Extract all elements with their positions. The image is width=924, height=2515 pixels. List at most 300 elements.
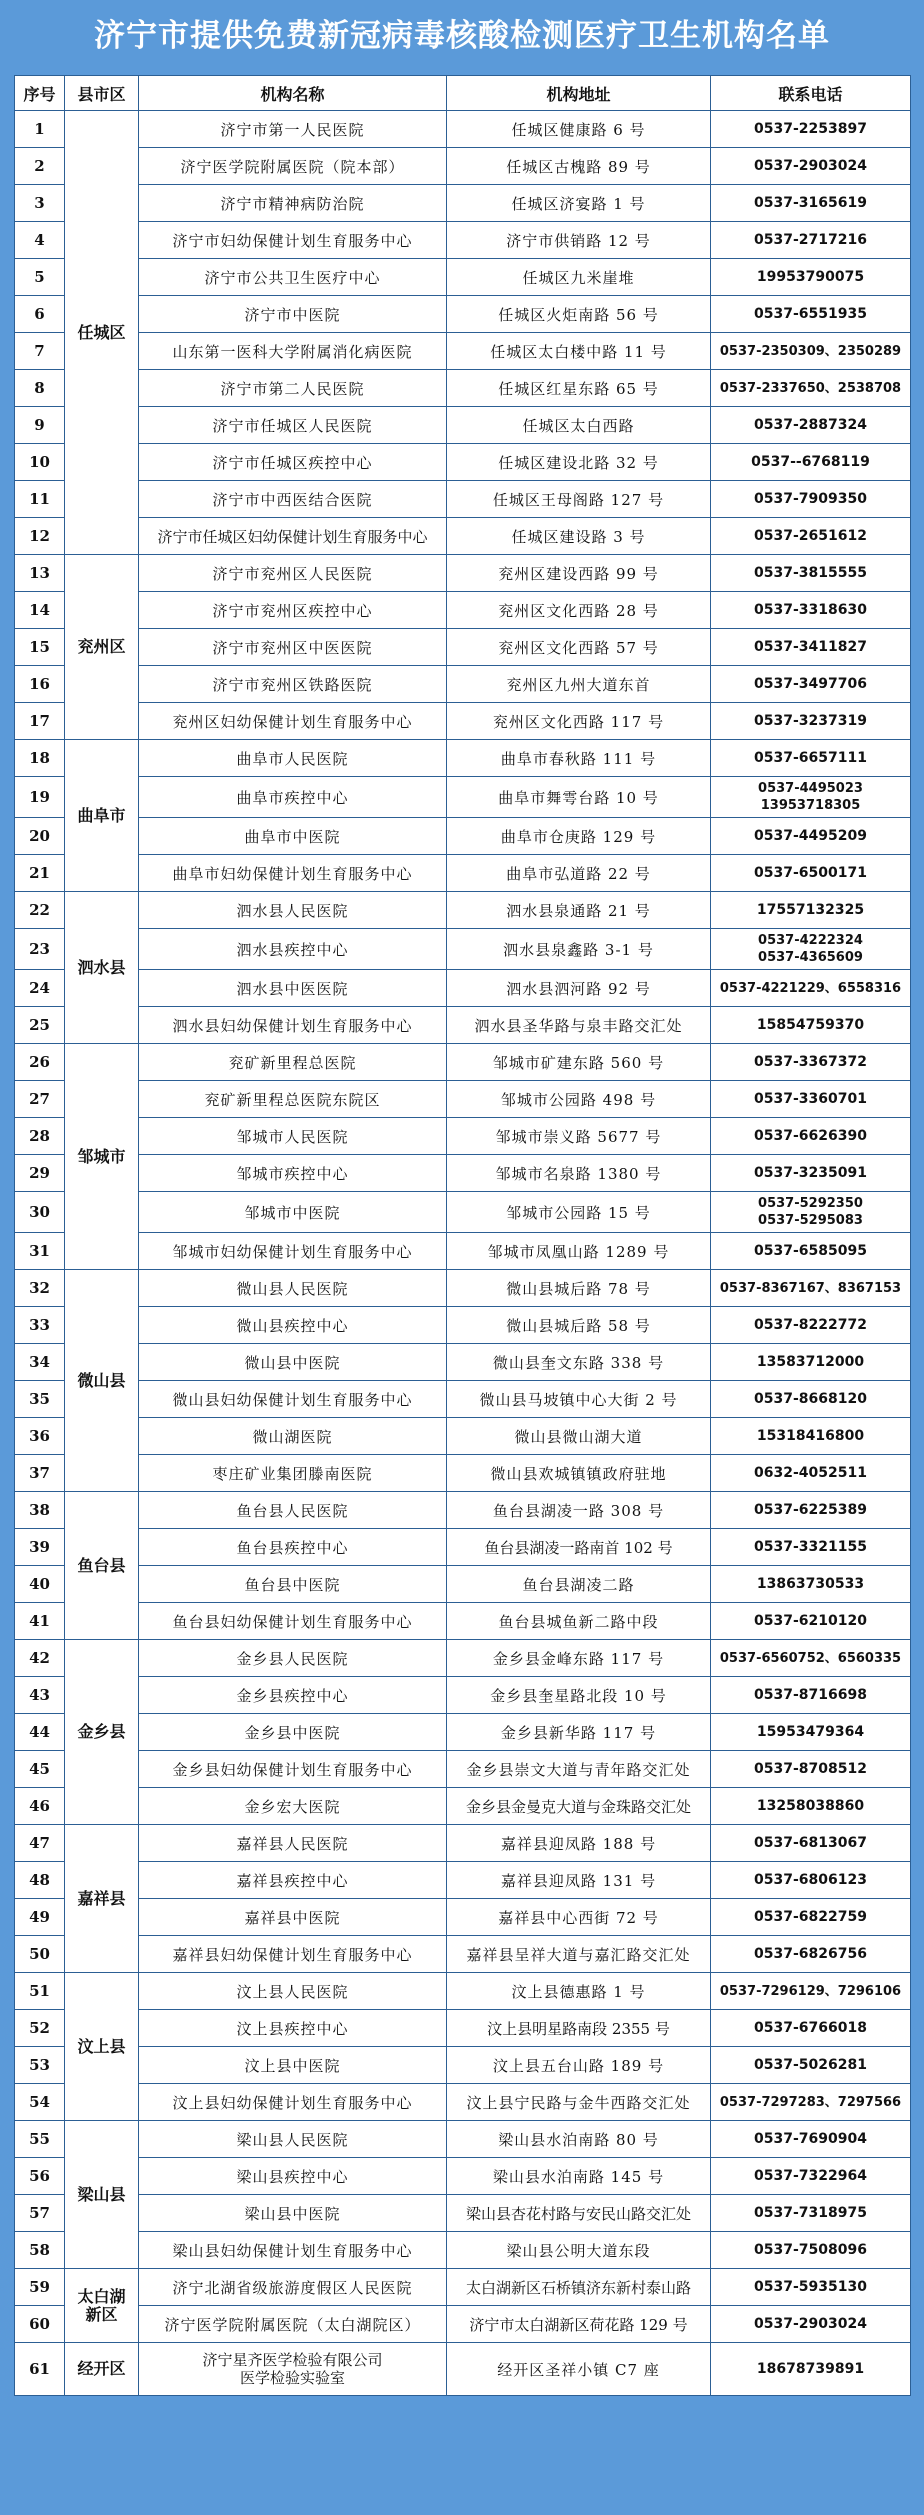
institution-name: 济宁市任城区妇幼保健计划生育服务中心 xyxy=(139,518,447,555)
table-row xyxy=(15,1118,911,1155)
institution-address: 金乡县金曼克大道与金珠路交汇处 xyxy=(447,1788,711,1825)
institution-address: 邹城市崇义路 5677 号 xyxy=(447,1118,711,1155)
row-index: 49 xyxy=(15,1899,65,1936)
institution-address: 微山县城后路 78 号 xyxy=(447,1270,711,1307)
table-row xyxy=(15,1344,911,1381)
institution-phone: 15854759370 xyxy=(711,1007,911,1044)
institution-phone: 0537-6657111 xyxy=(711,740,911,777)
table-row xyxy=(15,1677,911,1714)
institution-name: 金乡宏大医院 xyxy=(139,1788,447,1825)
table-row xyxy=(15,1788,911,1825)
institution-address: 曲阜市仓庚路 129 号 xyxy=(447,818,711,855)
institution-name: 梁山县疾控中心 xyxy=(139,2158,447,2195)
institution-name: 曲阜市疾控中心 xyxy=(139,777,447,818)
institution-phone: 0537-2350309、2350289 xyxy=(711,333,911,370)
row-index: 47 xyxy=(15,1825,65,1862)
table-row xyxy=(15,518,911,555)
institution-address: 泗水县圣华路与泉丰路交汇处 xyxy=(447,1007,711,1044)
county-cell: 泗水县 xyxy=(65,892,139,1044)
table-row xyxy=(15,1751,911,1788)
institution-name: 济宁市任城区疾控中心 xyxy=(139,444,447,481)
table-row xyxy=(15,2269,911,2306)
institution-address: 梁山县水泊南路 80 号 xyxy=(447,2121,711,2158)
institution-phone: 0537-2903024 xyxy=(711,2306,911,2343)
institution-address: 邹城市凤凰山路 1289 号 xyxy=(447,1233,711,1270)
institution-name: 济宁市公共卫生医疗中心 xyxy=(139,259,447,296)
county-cell: 嘉祥县 xyxy=(65,1825,139,1973)
row-index: 15 xyxy=(15,629,65,666)
row-index: 16 xyxy=(15,666,65,703)
institution-address: 微山县马坡镇中心大街 2 号 xyxy=(447,1381,711,1418)
institution-name: 梁山县人民医院 xyxy=(139,2121,447,2158)
row-index: 51 xyxy=(15,1973,65,2010)
row-index: 5 xyxy=(15,259,65,296)
table-row xyxy=(15,1307,911,1344)
institution-name: 汶上县疾控中心 xyxy=(139,2010,447,2047)
institution-address: 微山县城后路 58 号 xyxy=(447,1307,711,1344)
row-index: 19 xyxy=(15,777,65,818)
institution-address: 曲阜市舞雩台路 10 号 xyxy=(447,777,711,818)
row-index: 2 xyxy=(15,148,65,185)
row-index: 57 xyxy=(15,2195,65,2232)
institution-address: 任城区建设北路 32 号 xyxy=(447,444,711,481)
row-index: 6 xyxy=(15,296,65,333)
table-row xyxy=(15,222,911,259)
institution-phone: 0537-3235091 xyxy=(711,1155,911,1192)
county-cell: 任城区 xyxy=(65,111,139,555)
county-cell: 邹城市 xyxy=(65,1044,139,1270)
institution-address: 微山县微山湖大道 xyxy=(447,1418,711,1455)
table-row xyxy=(15,148,911,185)
row-index: 34 xyxy=(15,1344,65,1381)
institution-phone: 0537-4222324 0537-4365609 xyxy=(711,929,911,970)
county-cell: 微山县 xyxy=(65,1270,139,1492)
institution-name: 邹城市疾控中心 xyxy=(139,1155,447,1192)
institution-phone: 0537-6210120 xyxy=(711,1603,911,1640)
institution-phone: 15953479364 xyxy=(711,1714,911,1751)
institution-address: 任城区火炬南路 56 号 xyxy=(447,296,711,333)
institution-phone: 0537-7322964 xyxy=(711,2158,911,2195)
institution-name: 济宁市任城区人民医院 xyxy=(139,407,447,444)
institution-name: 济宁市妇幼保健计划生育服务中心 xyxy=(139,222,447,259)
institution-name: 济宁医学院附属医院（太白湖院区） xyxy=(139,2306,447,2343)
table-row xyxy=(15,1081,911,1118)
institution-name: 济宁市精神病防治院 xyxy=(139,185,447,222)
table-row xyxy=(15,1455,911,1492)
institution-address: 汶上县宁民路与金牛西路交汇处 xyxy=(447,2084,711,2121)
institution-phone: 18678739891 xyxy=(711,2343,911,2396)
institution-phone: 0537-2887324 xyxy=(711,407,911,444)
table-row xyxy=(15,1825,911,1862)
institution-address: 任城区济宴路 1 号 xyxy=(447,185,711,222)
institution-address: 嘉祥县中心西街 72 号 xyxy=(447,1899,711,1936)
institution-address: 邹城市名泉路 1380 号 xyxy=(447,1155,711,1192)
institution-phone: 0537-3411827 xyxy=(711,629,911,666)
county-cell: 汶上县 xyxy=(65,1973,139,2121)
institution-phone: 0537-6560752、6560335 xyxy=(711,1640,911,1677)
institution-phone: 0537-4495209 xyxy=(711,818,911,855)
institution-address: 鱼台县湖凌一路南首 102 号 xyxy=(447,1529,711,1566)
institution-phone: 0537-4495023 13953718305 xyxy=(711,777,911,818)
institution-address: 济宁市供销路 12 号 xyxy=(447,222,711,259)
row-index: 38 xyxy=(15,1492,65,1529)
institution-phone: 0537-2903024 xyxy=(711,148,911,185)
institution-phone: 0537-7690904 xyxy=(711,2121,911,2158)
institution-phone: 0537-3237319 xyxy=(711,703,911,740)
institution-address: 任城区健康路 6 号 xyxy=(447,111,711,148)
table-row xyxy=(15,2195,911,2232)
institution-phone: 0537-8367167、8367153 xyxy=(711,1270,911,1307)
institution-name: 济宁市第二人民医院 xyxy=(139,370,447,407)
row-index: 36 xyxy=(15,1418,65,1455)
table-row xyxy=(15,1044,911,1081)
institution-name: 兖州区妇幼保健计划生育服务中心 xyxy=(139,703,447,740)
institution-name: 微山县人民医院 xyxy=(139,1270,447,1307)
institution-phone: 13863730533 xyxy=(711,1566,911,1603)
institution-name: 兖矿新里程总医院 xyxy=(139,1044,447,1081)
row-index: 30 xyxy=(15,1192,65,1233)
institution-name: 嘉祥县妇幼保健计划生育服务中心 xyxy=(139,1936,447,1973)
institution-name: 梁山县妇幼保健计划生育服务中心 xyxy=(139,2232,447,2269)
institution-phone: 0537-5026281 xyxy=(711,2047,911,2084)
row-index: 41 xyxy=(15,1603,65,1640)
table-row xyxy=(15,2343,911,2396)
row-index: 7 xyxy=(15,333,65,370)
institution-phone: 0537-8708512 xyxy=(711,1751,911,1788)
institution-phone: 15318416800 xyxy=(711,1418,911,1455)
header-county: 县市区 xyxy=(65,76,139,111)
row-index: 9 xyxy=(15,407,65,444)
institution-phone: 0537-6500171 xyxy=(711,855,911,892)
table-row xyxy=(15,1529,911,1566)
row-index: 26 xyxy=(15,1044,65,1081)
row-index: 14 xyxy=(15,592,65,629)
row-index: 23 xyxy=(15,929,65,970)
row-index: 56 xyxy=(15,2158,65,2195)
table-row xyxy=(15,1381,911,1418)
row-index: 59 xyxy=(15,2269,65,2306)
row-index: 17 xyxy=(15,703,65,740)
institution-phone: 0537-3318630 xyxy=(711,592,911,629)
institution-phone: 0537-7508096 xyxy=(711,2232,911,2269)
institution-name: 微山县疾控中心 xyxy=(139,1307,447,1344)
institution-name: 汶上县妇幼保健计划生育服务中心 xyxy=(139,2084,447,2121)
table-row xyxy=(15,703,911,740)
header-address: 机构地址 xyxy=(447,76,711,111)
institution-name: 曲阜市人民医院 xyxy=(139,740,447,777)
institution-name: 鱼台县中医院 xyxy=(139,1566,447,1603)
institution-address: 兖州区文化西路 28 号 xyxy=(447,592,711,629)
institution-name: 嘉祥县人民医院 xyxy=(139,1825,447,1862)
county-cell: 鱼台县 xyxy=(65,1492,139,1640)
institution-phone: 0537-5292350 0537-5295083 xyxy=(711,1192,911,1233)
institution-address: 任城区红星东路 65 号 xyxy=(447,370,711,407)
table-header-row xyxy=(15,76,911,111)
institution-address: 任城区九米崖堆 xyxy=(447,259,711,296)
institution-name: 济宁市兖州区中医医院 xyxy=(139,629,447,666)
table-row xyxy=(15,855,911,892)
institution-address: 金乡县金峰东路 117 号 xyxy=(447,1640,711,1677)
institution-phone: 0537-7318975 xyxy=(711,2195,911,2232)
institution-phone: 0537-6826756 xyxy=(711,1936,911,1973)
row-index: 39 xyxy=(15,1529,65,1566)
row-index: 20 xyxy=(15,818,65,855)
institution-address: 任城区古槐路 89 号 xyxy=(447,148,711,185)
institution-name: 鱼台县妇幼保健计划生育服务中心 xyxy=(139,1603,447,1640)
institution-name: 济宁市第一人民医院 xyxy=(139,111,447,148)
institution-phone: 0632-4052511 xyxy=(711,1455,911,1492)
institution-address: 鱼台县湖凌二路 xyxy=(447,1566,711,1603)
row-index: 43 xyxy=(15,1677,65,1714)
table-row xyxy=(15,892,911,929)
table-row xyxy=(15,2232,911,2269)
institution-name: 金乡县妇幼保健计划生育服务中心 xyxy=(139,1751,447,1788)
row-index: 35 xyxy=(15,1381,65,1418)
institution-name: 鱼台县疾控中心 xyxy=(139,1529,447,1566)
institution-name: 金乡县中医院 xyxy=(139,1714,447,1751)
institution-name: 嘉祥县疾控中心 xyxy=(139,1862,447,1899)
institution-address: 任城区太白西路 xyxy=(447,407,711,444)
institution-phone: 19953790075 xyxy=(711,259,911,296)
table-row xyxy=(15,1418,911,1455)
county-cell: 金乡县 xyxy=(65,1640,139,1825)
institution-name: 泗水县中医医院 xyxy=(139,970,447,1007)
institution-address: 梁山县水泊南路 145 号 xyxy=(447,2158,711,2195)
institution-address: 嘉祥县呈祥大道与嘉汇路交汇处 xyxy=(447,1936,711,1973)
table-row xyxy=(15,666,911,703)
row-index: 45 xyxy=(15,1751,65,1788)
institution-address: 邹城市矿建东路 560 号 xyxy=(447,1044,711,1081)
institution-name: 泗水县人民医院 xyxy=(139,892,447,929)
row-index: 48 xyxy=(15,1862,65,1899)
table-row xyxy=(15,296,911,333)
institution-name: 邹城市中医院 xyxy=(139,1192,447,1233)
row-index: 42 xyxy=(15,1640,65,1677)
table-row xyxy=(15,1192,911,1233)
institution-name: 鱼台县人民医院 xyxy=(139,1492,447,1529)
institution-phone: 0537-4221229、6558316 xyxy=(711,970,911,1007)
table-row xyxy=(15,1862,911,1899)
table-row xyxy=(15,1899,911,1936)
institution-name: 梁山县中医院 xyxy=(139,2195,447,2232)
institution-phone: 13258038860 xyxy=(711,1788,911,1825)
row-index: 8 xyxy=(15,370,65,407)
county-cell: 经开区 xyxy=(65,2343,139,2396)
row-index: 55 xyxy=(15,2121,65,2158)
row-index: 58 xyxy=(15,2232,65,2269)
table-row xyxy=(15,333,911,370)
table-row xyxy=(15,185,911,222)
table-row xyxy=(15,929,911,970)
institution-name: 济宁市中医院 xyxy=(139,296,447,333)
table-row xyxy=(15,407,911,444)
institution-address: 太白湖新区石桥镇济东新村泰山路 xyxy=(447,2269,711,2306)
institution-address: 梁山县杏花村路与安民山路交汇处 xyxy=(447,2195,711,2232)
table-row xyxy=(15,740,911,777)
institution-name: 微山县中医院 xyxy=(139,1344,447,1381)
institution-phone: 13583712000 xyxy=(711,1344,911,1381)
institution-phone: 0537--6768119 xyxy=(711,444,911,481)
institution-name: 兖矿新里程总医院东院区 xyxy=(139,1081,447,1118)
institution-address: 邹城市公园路 15 号 xyxy=(447,1192,711,1233)
table-row xyxy=(15,259,911,296)
institution-phone: 0537-8668120 xyxy=(711,1381,911,1418)
row-index: 21 xyxy=(15,855,65,892)
row-index: 50 xyxy=(15,1936,65,1973)
row-index: 3 xyxy=(15,185,65,222)
institution-name: 曲阜市妇幼保健计划生育服务中心 xyxy=(139,855,447,892)
institution-phone: 0537-3165619 xyxy=(711,185,911,222)
table-row xyxy=(15,1640,911,1677)
institution-phone: 0537-2253897 xyxy=(711,111,911,148)
institution-phone: 0537-8222772 xyxy=(711,1307,911,1344)
header-index: 序号 xyxy=(15,76,65,111)
institution-address: 任城区建设路 3 号 xyxy=(447,518,711,555)
table-row xyxy=(15,2306,911,2343)
row-index: 28 xyxy=(15,1118,65,1155)
institution-address: 泗水县泗河路 92 号 xyxy=(447,970,711,1007)
table-row xyxy=(15,1936,911,1973)
institution-phone: 0537-3497706 xyxy=(711,666,911,703)
row-index: 12 xyxy=(15,518,65,555)
institution-phone: 0537-3367372 xyxy=(711,1044,911,1081)
row-index: 29 xyxy=(15,1155,65,1192)
row-index: 4 xyxy=(15,222,65,259)
institution-phone: 0537-3321155 xyxy=(711,1529,911,1566)
institution-phone: 0537-6806123 xyxy=(711,1862,911,1899)
institution-name: 汶上县中医院 xyxy=(139,2047,447,2084)
institution-phone: 0537-2651612 xyxy=(711,518,911,555)
institution-name: 济宁医学院附属医院（院本部） xyxy=(139,148,447,185)
institution-phone: 0537-2717216 xyxy=(711,222,911,259)
row-index: 18 xyxy=(15,740,65,777)
institution-phone: 0537-6822759 xyxy=(711,1899,911,1936)
institution-name: 汶上县人民医院 xyxy=(139,1973,447,2010)
row-index: 46 xyxy=(15,1788,65,1825)
table-row xyxy=(15,592,911,629)
table-row xyxy=(15,1566,911,1603)
table-row xyxy=(15,970,911,1007)
institution-name: 济宁星齐医学检验有限公司 医学检验实验室 xyxy=(139,2343,447,2396)
row-index: 25 xyxy=(15,1007,65,1044)
institution-name: 嘉祥县中医院 xyxy=(139,1899,447,1936)
institution-name: 济宁北湖省级旅游度假区人民医院 xyxy=(139,2269,447,2306)
row-index: 22 xyxy=(15,892,65,929)
institution-name: 泗水县妇幼保健计划生育服务中心 xyxy=(139,1007,447,1044)
row-index: 53 xyxy=(15,2047,65,2084)
institution-address: 鱼台县湖凌一路 308 号 xyxy=(447,1492,711,1529)
row-index: 10 xyxy=(15,444,65,481)
institution-name: 山东第一医科大学附属消化病医院 xyxy=(139,333,447,370)
table-row xyxy=(15,1603,911,1640)
institution-name: 济宁市中西医结合医院 xyxy=(139,481,447,518)
institution-phone: 0537-7909350 xyxy=(711,481,911,518)
institution-phone: 0537-2337650、2538708 xyxy=(711,370,911,407)
row-index: 27 xyxy=(15,1081,65,1118)
institution-address: 金乡县崇文大道与青年路交汇处 xyxy=(447,1751,711,1788)
institution-name: 微山县妇幼保健计划生育服务中心 xyxy=(139,1381,447,1418)
institution-address: 兖州区建设西路 99 号 xyxy=(447,555,711,592)
institution-address: 兖州区九州大道东首 xyxy=(447,666,711,703)
institution-address: 经开区圣祥小镇 C7 座 xyxy=(447,2343,711,2396)
institution-address: 曲阜市弘道路 22 号 xyxy=(447,855,711,892)
row-index: 32 xyxy=(15,1270,65,1307)
row-index: 1 xyxy=(15,111,65,148)
table-row xyxy=(15,629,911,666)
header-phone: 联系电话 xyxy=(711,76,911,111)
institution-phone: 0537-3815555 xyxy=(711,555,911,592)
row-index: 52 xyxy=(15,2010,65,2047)
row-index: 54 xyxy=(15,2084,65,2121)
row-index: 44 xyxy=(15,1714,65,1751)
table-row xyxy=(15,1973,911,2010)
institution-name: 济宁市兖州区铁路医院 xyxy=(139,666,447,703)
county-cell: 太白湖 新区 xyxy=(65,2269,139,2343)
institution-address: 梁山县公明大道东段 xyxy=(447,2232,711,2269)
institution-name: 邹城市人民医院 xyxy=(139,1118,447,1155)
institution-phone: 0537-7296129、7296106 xyxy=(711,1973,911,2010)
institution-phone: 0537-5935130 xyxy=(711,2269,911,2306)
institution-address: 金乡县新华路 117 号 xyxy=(447,1714,711,1751)
institution-phone: 17557132325 xyxy=(711,892,911,929)
institution-phone: 0537-3360701 xyxy=(711,1081,911,1118)
table-row xyxy=(15,2121,911,2158)
table-row xyxy=(15,370,911,407)
institution-address: 汶上县明星路南段 2355 号 xyxy=(447,2010,711,2047)
table-row xyxy=(15,1155,911,1192)
table-row xyxy=(15,1233,911,1270)
table-row xyxy=(15,555,911,592)
institution-phone: 0537-6585095 xyxy=(711,1233,911,1270)
institution-name: 微山湖医院 xyxy=(139,1418,447,1455)
institution-address: 嘉祥县迎凤路 188 号 xyxy=(447,1825,711,1862)
table-row xyxy=(15,2047,911,2084)
institution-name: 金乡县疾控中心 xyxy=(139,1677,447,1714)
table-row xyxy=(15,777,911,818)
row-index: 60 xyxy=(15,2306,65,2343)
table-row xyxy=(15,111,911,148)
institution-address: 邹城市公园路 498 号 xyxy=(447,1081,711,1118)
table-row xyxy=(15,444,911,481)
institution-name: 济宁市兖州区人民医院 xyxy=(139,555,447,592)
institution-address: 泗水县泉鑫路 3-1 号 xyxy=(447,929,711,970)
table-row xyxy=(15,2084,911,2121)
institution-address: 济宁市太白湖新区荷花路 129 号 xyxy=(447,2306,711,2343)
institution-name: 邹城市妇幼保健计划生育服务中心 xyxy=(139,1233,447,1270)
table-row xyxy=(15,1714,911,1751)
institution-address: 汶上县德惠路 1 号 xyxy=(447,1973,711,2010)
county-cell: 兖州区 xyxy=(65,555,139,740)
row-index: 40 xyxy=(15,1566,65,1603)
institution-phone: 0537-7297283、7297566 xyxy=(711,2084,911,2121)
institution-address: 微山县欢城镇镇政府驻地 xyxy=(447,1455,711,1492)
table-row xyxy=(15,1007,911,1044)
table-row xyxy=(15,818,911,855)
row-index: 33 xyxy=(15,1307,65,1344)
institution-address: 汶上县五台山路 189 号 xyxy=(447,2047,711,2084)
row-index: 24 xyxy=(15,970,65,1007)
table-body xyxy=(15,111,911,2396)
institution-address: 兖州区文化西路 117 号 xyxy=(447,703,711,740)
institution-address: 任城区王母阁路 127 号 xyxy=(447,481,711,518)
institution-address: 鱼台县城鱼新二路中段 xyxy=(447,1603,711,1640)
institution-address: 任城区太白楼中路 11 号 xyxy=(447,333,711,370)
page-title: 济宁市提供免费新冠病毒核酸检测医疗卫生机构名单 xyxy=(94,18,830,54)
table-row xyxy=(15,1270,911,1307)
institution-address: 泗水县泉通路 21 号 xyxy=(447,892,711,929)
county-cell: 曲阜市 xyxy=(65,740,139,892)
institution-address: 微山县奎文东路 338 号 xyxy=(447,1344,711,1381)
